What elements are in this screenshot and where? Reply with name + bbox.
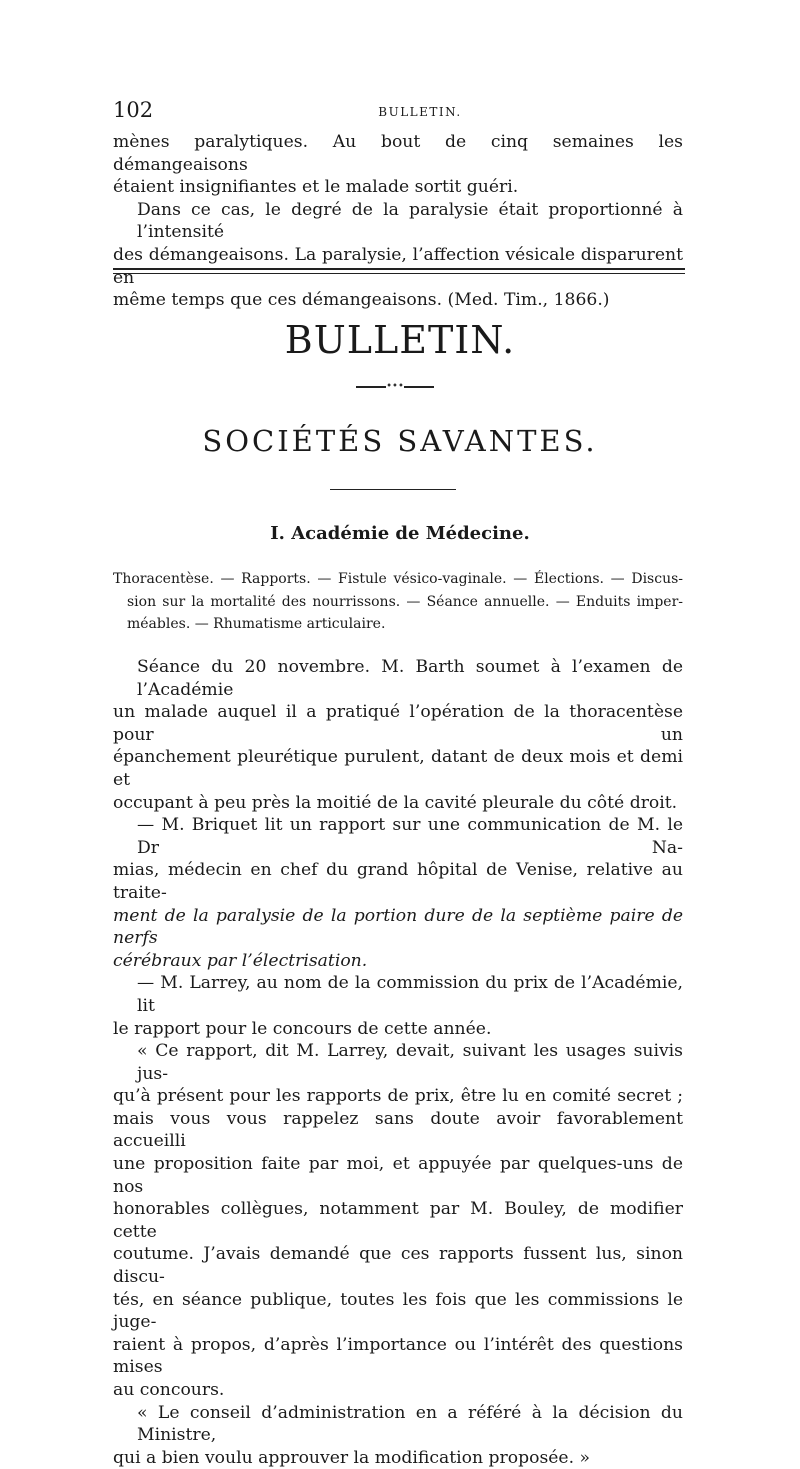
summary-line: sion sur la mortalité des nourrissons. — Séance annuelle. — Enduits imper- bbox=[127, 593, 683, 610]
text-line: des démangeaisons. La paralysie, l’affection vésicale disparurent en bbox=[113, 244, 683, 288]
text-line: ment de la paralysie de la portion dure de la septième paire de nerfs bbox=[113, 905, 683, 949]
running-head: BULLETIN. bbox=[378, 105, 462, 119]
summary-line: Thoracentèse. — Rapports. — Fistule vésico-vaginale. — Élections. — Discus- bbox=[113, 571, 683, 587]
text-line: Séance du 20 novembre. M. Barth soumet à l’examen de l’Académie bbox=[137, 657, 683, 700]
text-line: Dans ce cas, le degré de la paralysie était proportionné à l’intensité bbox=[137, 199, 683, 243]
ornament-divider: ••• bbox=[350, 381, 440, 392]
bulletin-title: BULLETIN. bbox=[284, 318, 516, 362]
text-line: un malade auquel il a pratiqué l’opération de la thoracentèse pour un bbox=[113, 702, 683, 745]
text-line: mènes paralytiques. Au bout de cinq semaines les démangeaisons bbox=[113, 132, 683, 175]
text-line: étaient insignifiantes et le malade sortit guéri. bbox=[113, 177, 519, 198]
double-rule-divider bbox=[113, 268, 685, 274]
text-line: coutume. J’avais demandé que ces rapports fussent lus, sinon discu- bbox=[113, 1244, 683, 1288]
section-subtitle: SOCIÉTÉS SAVANTES. bbox=[202, 424, 598, 458]
text-line: tés, en séance publique, toutes les fois que les commissions le juge- bbox=[113, 1289, 683, 1333]
text-line: cérébraux par l’électrisation. bbox=[113, 950, 368, 971]
intro-paragraph bbox=[113, 131, 683, 312]
page-number: 102 bbox=[113, 98, 154, 122]
text-line: « Le conseil d’administration en a référé à la décision du Ministre, bbox=[137, 1402, 683, 1446]
text-line: — M. Briquet lit un rapport sur une communication de M. le Dr Na- bbox=[137, 815, 683, 858]
text-line: qu’à présent pour les rapports de prix, être lu en comité secret ; bbox=[113, 1086, 683, 1107]
text-line: qui a bien voulu approuver la modification proposée. » bbox=[113, 1447, 591, 1468]
text-line: mias, médecin en chef du grand hôpital de Venise, relative au traite- bbox=[113, 860, 683, 903]
text-line: une proposition faite par moi, et appuyée par quelques-uns de nos bbox=[113, 1154, 683, 1197]
text-line: le rapport pour le concours de cette année. bbox=[113, 1018, 492, 1039]
text-line: au concours. bbox=[113, 1380, 225, 1400]
text-line: honorables collègues, notamment par M. Bouley, de modifier cette bbox=[113, 1199, 683, 1242]
text-line: épanchement pleurétique purulent, datant de deux mois et demi et bbox=[113, 747, 683, 790]
text-line: même temps que ces démangeaisons. (Med. Tim., 1866.) bbox=[113, 290, 610, 311]
rule-divider bbox=[330, 489, 456, 490]
text-line: occupant à peu près la moitié de la cavité pleurale du côté droit. bbox=[113, 792, 678, 813]
text-line: mais vous vous rappelez sans doute avoir favorablement accueilli bbox=[113, 1108, 683, 1152]
text-line: raient à propos, d’après l’importance ou l’intérêt des questions mises bbox=[113, 1334, 683, 1378]
body-text bbox=[113, 656, 683, 1469]
section-heading: I. Académie de Médecine. bbox=[270, 523, 530, 544]
summary-line: méables. — Rhumatisme articulaire. bbox=[127, 616, 386, 632]
text-line: « Ce rapport, dit M. Larrey, devait, suivant les usages suivis jus- bbox=[137, 1041, 683, 1084]
text-line: — M. Larrey, au nom de la commission du prix de l’Académie, lit bbox=[137, 973, 683, 1016]
summary-block bbox=[113, 568, 683, 636]
